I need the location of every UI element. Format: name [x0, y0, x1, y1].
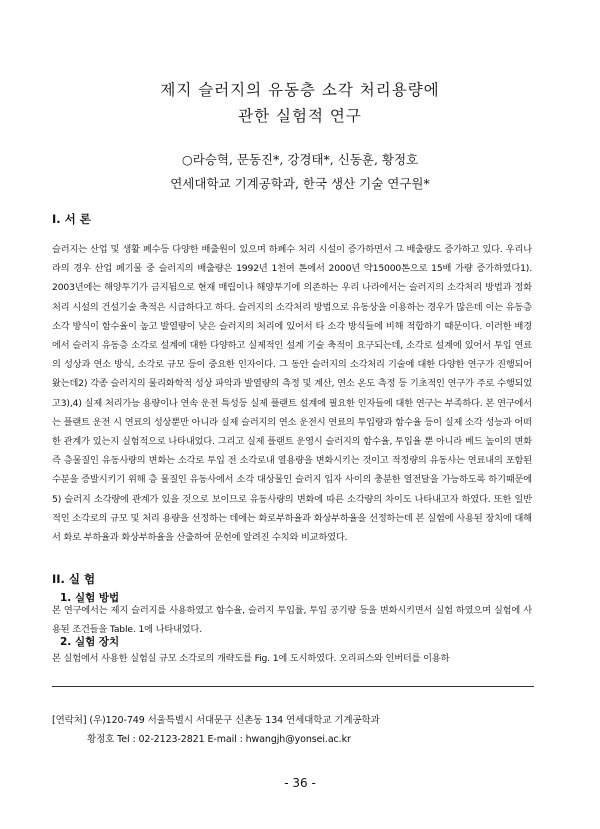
page-number: - 36 -: [284, 776, 316, 790]
apparatus-body: 본 실험에서 사용한 실험실 규모 소각로의 개략도를 Fig. 1에 도시하였다. 오리피스와 인버터를 이용하: [52, 653, 450, 664]
contact-details: 황정호 Tel : 02-2123-2821 E-mail : hwangjh@yonsei.ac.kr: [87, 734, 351, 745]
method-body: 본 연구에서는 제지 슬러지를 사용하였고 함수율, 슬러지 투입률, 투입 공기량 등을 변화시키면서 실험 하였으며 실험에 사용된 조건들을 Table. 1에 나타내었다.: [52, 605, 532, 636]
subsection-heading-apparatus: 2. 실험 장치: [60, 636, 120, 648]
section-heading-experiment: II. 실 험: [52, 572, 96, 586]
footnote-divider: [52, 686, 534, 687]
contact-address: [연락처] (우)120-749 서울특별시 서대문구 신촌동 134 연세대학교 기계공학과: [52, 715, 380, 726]
introduction-body: 슬러지는 산업 및 생활 폐수등 다양한 배출원이 있으며 하폐수 처리 시설이 증가하면서 그 배출량도 증가하고 있다. 우리나라의 경우 산업 폐기물 중 슬러지의 배출량은 1992년 1천여 톤에서 2000년 약15000톤으로 15배 가량 증가하였다1). 2003년에는 해양투기가 금지됨으로 현재 매립이나 해양투기에 의존하는 우리 나라에서는 슬러지의 소각처리 방법과 정화 처리 시설의 건설기술 축적은 시급하다고 하다. 슬러지의 소각처리 방법으로 유동상을 이용하는 경우가 많은데 이는 유동층 소각 방식이 함수율이 높고 발열량이 낮은 슬러지의 처리에 있어서 타 소각 방식들에 비해 적합하기 때문이다. 이러한 배경에서 슬러지 유동층 소각로 설계에 대한 다양하고 실제적인 설계 기술 축적이 요구되는데, 소각로 설계에 있어서 투입 연료의 성상과 연소 방식, 소각로 규모 등이 중요한 인자이다. 그 동안 슬러지의 소각처리 기술에 대한 다양한 연구가 진행되어 왔는데2) 각종 슬러지의 물리화학적 성상 파악과 발열량의 측정 및 계산, 연소 온도 측정 등 기초적인 연구가 주로 수행되었고3),4) 실제 처리가능 용량이나 연속 운전 특성등 실제 플랜트 설계에 필요한 인자들에 대한 연구는 부족하다. 본 연구에서는 플랜트 운전 시 연료의 성상뿐만 아니라 실제 슬러지의 연소 운전시 연료의 투입량과 함수율 등이 실제 소각 성능과 어떠한 관계가 있는지 실험적으로 나타내었다. 그리고 실제 플랜트 운영시 슬러지의 함수율, 투입율 뿐 아니라 베드 높이의 변화 즉 층물질인 유동사량의 변화는 소각로 투입 전 소각로내 열용량을 변화시키는 것이고 적정량의 유동사는 연료내의 포함된 수분을 증발시키기 위해 층 물질인 유동사에서 소각 대상물인 슬러지 입자 사이의 충분한 열전달을 가능하도록 하기때문에5) 슬러지 소각량에 관계가 있을 것으로 보이므로 유동사량의 변화에 따른 소각량의 차이도 나타내고자 하였다. 또한 일반적인 소각로의 규모 및 처리 용량을 선정하는 데에는 화로부하율과 화상부하율을 선정하는데 본 실험에 사용된 장치에 대해서 화로 부하율과 화상부하율을 산출하여 문헌에 알려진 수치와 비교하였다.: [52, 244, 532, 544]
paper-title-line2: 관한 실험적 연구: [238, 107, 362, 125]
affiliation: 연세대학교 기계공학과, 한국 생산 기술 연구원*: [170, 176, 430, 191]
paper-title-line1: 제지 슬러지의 유동층 소각 처리용량에: [160, 81, 440, 99]
subsection-heading-method: 1. 실험 방법: [60, 592, 120, 604]
author-list: ○라승혁, 문동진*, 강경태*, 신동훈, 황정호: [181, 152, 419, 167]
section-heading-introduction: I. 서 론: [52, 212, 91, 226]
